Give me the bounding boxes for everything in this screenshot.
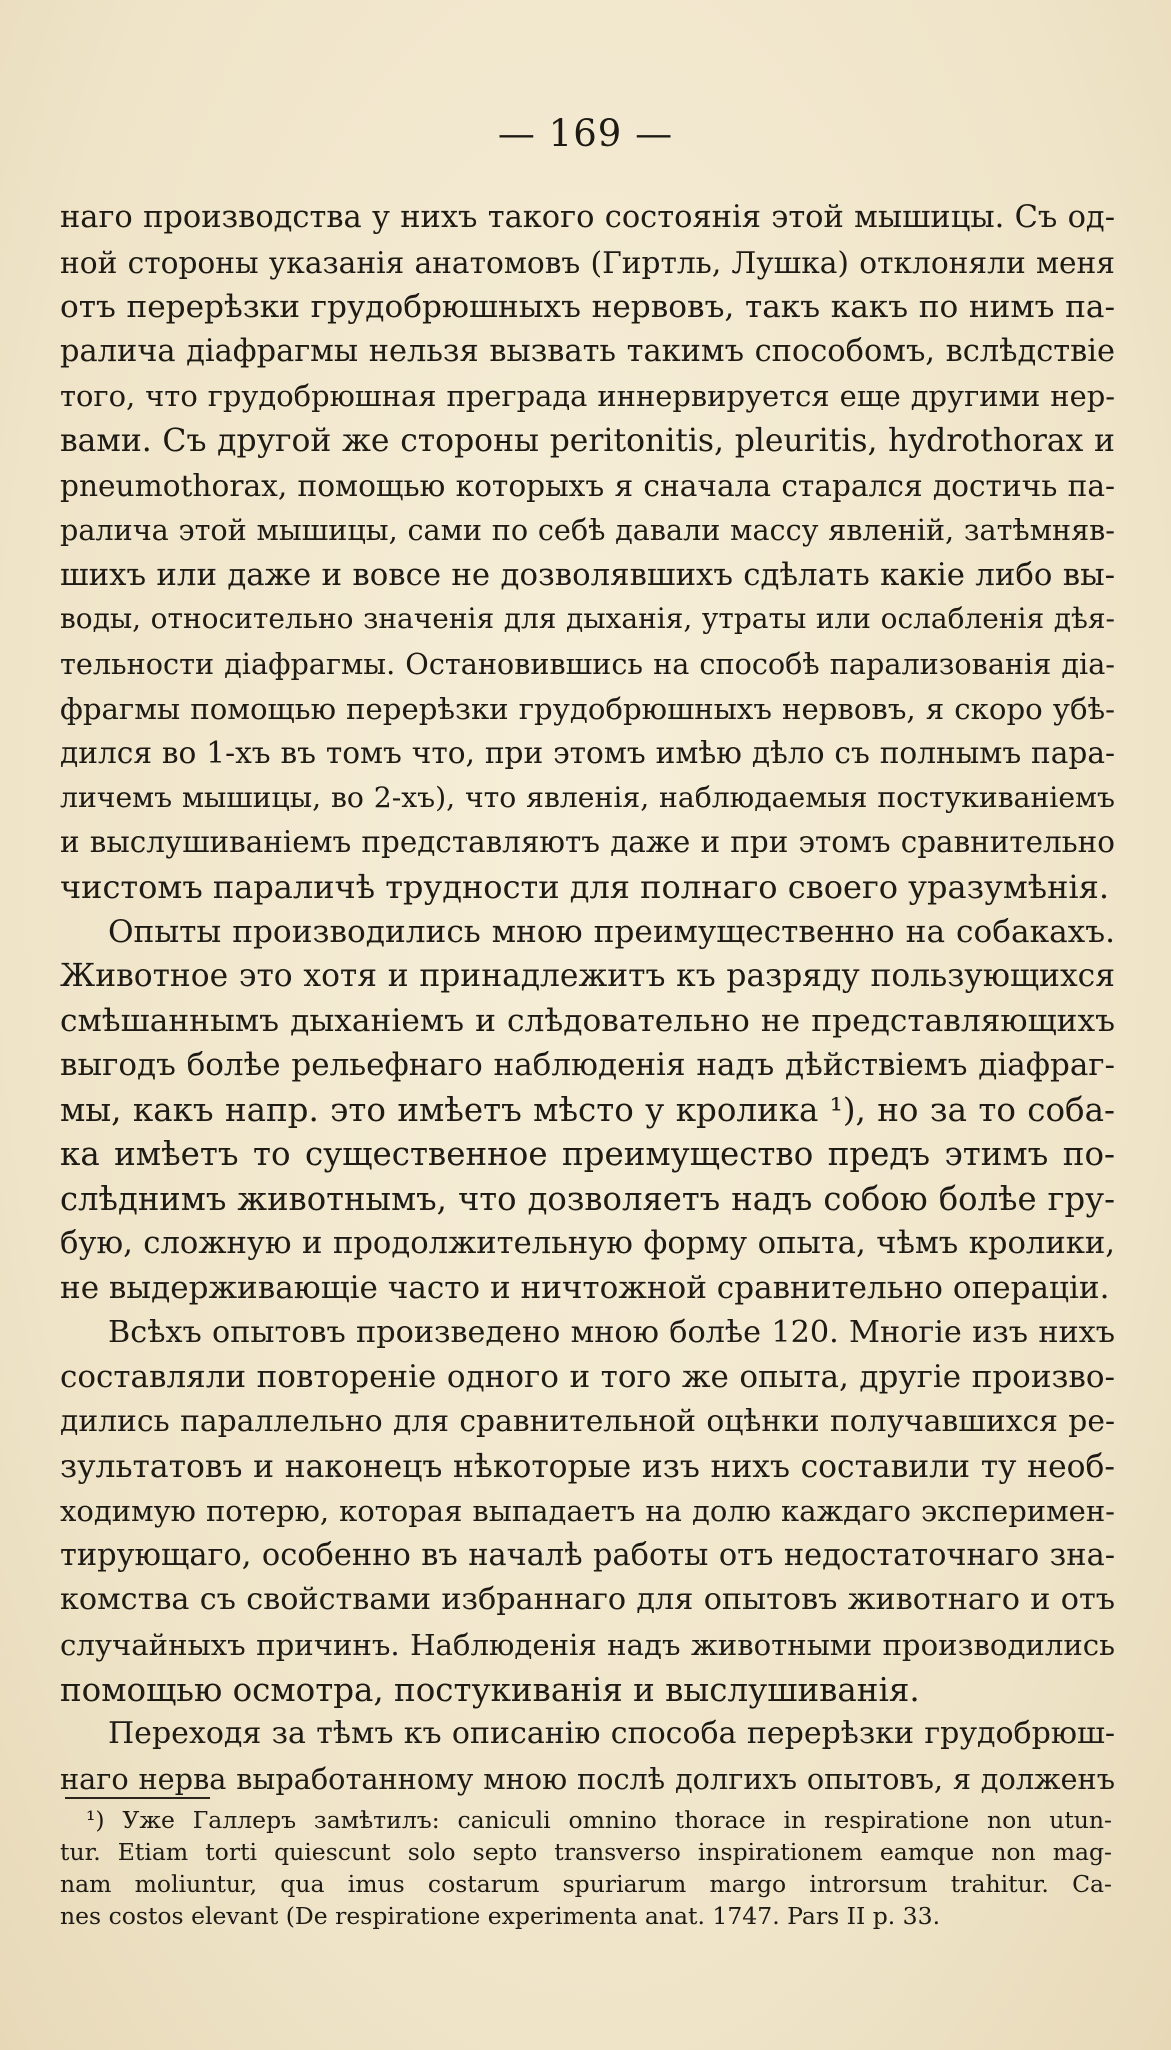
text-line: вами. Съ другой же стороны peritonitis, pleuritis, hydrothorax и bbox=[60, 422, 1115, 459]
text-line: составляли повтореніе одного и того же опыта, другіе произво- bbox=[60, 1359, 1115, 1396]
text-line: дился во 1-хъ въ томъ что, при этомъ имѣю дѣло съ полнымъ пара- bbox=[60, 736, 1115, 771]
text-line: ходимую потерю, которая выпадаетъ на долю каждаго эксперимен- bbox=[60, 1494, 1115, 1529]
text-line: наго нерва выработанному мною послѣ долгихъ опытовъ, я долженъ bbox=[60, 1761, 1115, 1796]
footnote-line: nes costos elevant (De respiratione experimenta anat. 1747. Pars II p. 33. bbox=[60, 1902, 941, 1930]
text-line: выгодъ болѣе рельефнаго наблюденія надъ дѣйствіемъ діафраг- bbox=[60, 1047, 1115, 1084]
text-line: слѣднимъ животнымъ, что дозволяетъ надъ собою болѣе гру- bbox=[60, 1180, 1115, 1219]
body-text bbox=[60, 196, 1115, 1801]
footnote-line: tur. Etiam torti quiescunt solo septo transverso inspirationem eamque non mag- bbox=[60, 1838, 1112, 1866]
text-line: pneumothorax, помощью которыхъ я сначала старался достичь па- bbox=[60, 468, 1115, 503]
text-line: отъ перерѣзки грудобрюшныхъ нервовъ, такъ какъ по нимъ па- bbox=[60, 289, 1115, 326]
text-line: ной стороны указанія анатомовъ (Гиртль, Лушка) отклоняли меня bbox=[60, 244, 1115, 280]
page-number: — 169 — bbox=[497, 112, 674, 155]
text-line: тирующаго, особенно въ началѣ работы отъ недостаточнаго зна- bbox=[60, 1537, 1115, 1573]
text-line: личемъ мышицы, во 2-хъ), что явленія, наблюдаемыя постукиваніемъ bbox=[60, 780, 1115, 814]
footnote-line: nam moliuntur, qua imus costarum spuriarum margo introrsum trahitur. Ca- bbox=[60, 1870, 1112, 1898]
text-line: шихъ или даже и вовсе не дозволявшихъ сдѣлать какіе либо вы- bbox=[60, 556, 1115, 593]
text-line: ка имѣетъ то существенное преимущество предъ этимъ по- bbox=[60, 1135, 1115, 1174]
text-line: наго производства у нихъ такого состоянія этой мышицы. Съ од- bbox=[60, 200, 1115, 235]
text-line: ралича діафрагмы нельзя вызвать такимъ способомъ, вслѣдствіе bbox=[60, 333, 1115, 369]
text-line: комства съ свойствами избраннаго для опытовъ животнаго и отъ bbox=[60, 1582, 1115, 1618]
text-line: Животное это хотя и принадлежитъ къ разряду пользующихся bbox=[60, 958, 1115, 995]
text-line: бую, сложную и продолжительную форму опыта, чѣмъ кролики, bbox=[60, 1225, 1115, 1261]
text-line: тельности діафрагмы. Остановившись на способѣ парализованія діа- bbox=[60, 646, 1115, 681]
text-line: и выслушиваніемъ представляютъ даже и при этомъ сравнительно bbox=[60, 825, 1115, 860]
text-line: зультатовъ и наконецъ нѣкоторые изъ нихъ составили ту необ- bbox=[60, 1448, 1115, 1485]
footnote bbox=[60, 1804, 1112, 1932]
text-line: фрагмы помощью перерѣзки грудобрюшныхъ нервовъ, я скоро убѣ- bbox=[60, 691, 1115, 726]
text-line: чистомъ параличѣ трудности для полнаго своего уразумѣнія. bbox=[60, 867, 1110, 906]
text-line: мы, какъ напр. это имѣетъ мѣсто у кролика ¹), но за то соба- bbox=[60, 1090, 1115, 1129]
text-line: ралича этой мышицы, сами по себѣ давали массу явленій, затѣмняв- bbox=[60, 513, 1115, 548]
footnote-line: ¹) Уже Галлеръ замѣтилъ: caniculi omnino thorace in respiratione non utun- bbox=[86, 1806, 1112, 1834]
text-line: дились параллельно для сравнительной оцѣнки получавшихся ре- bbox=[60, 1404, 1115, 1440]
text-line: того, что грудобрюшная преграда иннервируется еще другими нер- bbox=[60, 379, 1115, 414]
footnote-divider bbox=[65, 1797, 210, 1799]
text-line: смѣшаннымъ дыханіемъ и слѣдовательно не представляющихъ bbox=[60, 1002, 1115, 1039]
text-line: случайныхъ причинъ. Наблюденія надъ животными производились bbox=[60, 1628, 1115, 1662]
paragraph-start-line: Переходя за тѣмъ къ описанію способа перерѣзки грудобрюш- bbox=[108, 1716, 1115, 1752]
text-line: воды, относительно значенія для дыханія, утраты или ослабленія дѣя- bbox=[60, 602, 1115, 636]
paragraph-start-line: Опыты производились мною преимущественно на собакахъ. bbox=[108, 913, 1115, 950]
text-line: не выдерживающіе часто и ничтожной сравнительно операціи. bbox=[60, 1270, 1110, 1307]
paragraph-start-line: Всѣхъ опытовъ произведено мною болѣе 120. Многіе изъ нихъ bbox=[108, 1314, 1115, 1350]
text-line: помощью осмотра, постукиванія и выслушиванія. bbox=[60, 1670, 920, 1709]
